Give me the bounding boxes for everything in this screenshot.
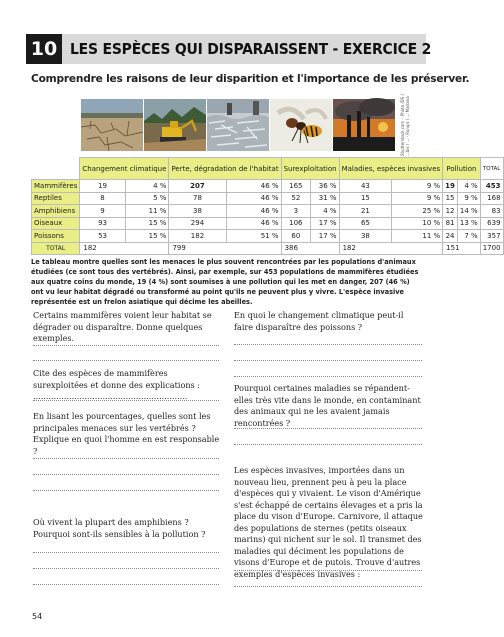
- table-cell: 19: [443, 180, 458, 193]
- question-percentages: En lisant les pourcentages, quelles sont les principales menaces sur les vertébrés ? Explique en quoi l'homme en est responsable ?: [33, 411, 220, 456]
- table-row: [32, 230, 504, 243]
- table-cell: 294: [169, 217, 226, 230]
- table-cell: 17 %: [311, 230, 339, 243]
- table-cell: 17 %: [311, 217, 339, 230]
- total-cell: 182: [80, 242, 169, 255]
- col-header-pollution: Pollution: [443, 158, 481, 180]
- row-label: Amphibiens: [32, 205, 80, 218]
- page-number: 54: [32, 612, 43, 621]
- question-habitat: Certains mammifères voient leur habitat se dégrader ou disparaître. Donne quelques exemples.: [33, 310, 212, 343]
- answer-line[interactable]: [33, 552, 219, 553]
- col-header-habitat: Perte, dégradation de l'habitat: [169, 158, 281, 180]
- row-label: Oiseaux: [32, 217, 80, 230]
- grand-total: 1700: [480, 242, 503, 255]
- table-cell: 15: [339, 192, 392, 205]
- total-cell: 799: [169, 242, 281, 255]
- table-cell: 15 %: [125, 217, 169, 230]
- table-cell: 19: [80, 180, 125, 193]
- total-cell: 151: [443, 242, 481, 255]
- answer-line[interactable]: [234, 376, 422, 377]
- table-cell: 15 %: [125, 230, 169, 243]
- table-cell: 46 %: [226, 205, 281, 218]
- table-cell: 182: [169, 230, 226, 243]
- question-amphibians: Où vivent la plupart des amphibiens ? Pourquoi sont-ils sensibles à la pollution ?: [33, 517, 206, 539]
- table-cell: 4 %: [457, 180, 480, 193]
- total-cell: 182: [339, 242, 443, 255]
- photo-excavator-deforestation: [144, 99, 206, 151]
- table-cell: 106: [281, 217, 311, 230]
- answer-line[interactable]: [234, 586, 422, 587]
- totals-label: TOTAL: [32, 242, 80, 255]
- question-diseases: Pourquoi certaines maladies se répandent-elles très vite dans le monde, en contaminant des animaux qui ne les avaient jamais rencontrées ?: [234, 383, 421, 428]
- threats-table: [31, 157, 504, 255]
- exercise-header: [26, 34, 432, 64]
- photo-fish-catch: [207, 99, 269, 151]
- row-total: 639: [480, 217, 503, 230]
- row-label: Poissons: [32, 230, 80, 243]
- table-cell: 15: [443, 192, 458, 205]
- answer-line[interactable]: [33, 584, 219, 585]
- exercise-title: LES ESPÈCES QUI DISPARAISSENT - EXERCICE 2: [70, 40, 432, 58]
- photo-credit: Shutterstock.com – Photo IDS / ...bis / ... - Rungis / ... Mariana: [400, 94, 410, 156]
- table-cell: 93: [80, 217, 125, 230]
- table-cell: 60: [281, 230, 311, 243]
- answer-line[interactable]: [33, 345, 219, 346]
- table-cell: 11 %: [392, 230, 443, 243]
- table-cell: 9: [80, 205, 125, 218]
- question-overexploitation: Cite des espèces de mammifères surexploitées et donne des explications : ............................................................: [33, 368, 200, 401]
- row-total: 168: [480, 192, 503, 205]
- col-header-total: TOTAL: [480, 158, 503, 180]
- row-label: Mammifères: [32, 180, 80, 193]
- table-cell: 81: [443, 217, 458, 230]
- answer-line[interactable]: [33, 400, 219, 401]
- table-cell: 10 %: [392, 217, 443, 230]
- totals-row: [32, 242, 504, 255]
- answer-line[interactable]: [234, 360, 422, 361]
- table-cell: 78: [169, 192, 226, 205]
- exercise-number: 10: [26, 34, 62, 64]
- row-total: 357: [480, 230, 503, 243]
- table-cell: 38: [339, 230, 392, 243]
- table-cell: 4 %: [311, 205, 339, 218]
- answer-line[interactable]: [234, 344, 422, 345]
- question-climate-fish: En quoi le changement climatique peut-il faire disparaître des poissons ?: [234, 310, 404, 332]
- table-cell: 46 %: [226, 217, 281, 230]
- col-header-climate: Changement climatique: [80, 158, 169, 180]
- table-cell: 9 %: [392, 180, 443, 193]
- table-cell: 36 %: [311, 180, 339, 193]
- answer-line[interactable]: [33, 490, 219, 491]
- table-cell: 5 %: [125, 192, 169, 205]
- table-cell: 65: [339, 217, 392, 230]
- table-cell: 31 %: [311, 192, 339, 205]
- table-row: [32, 205, 504, 218]
- table-cell: 53: [80, 230, 125, 243]
- table-row: [32, 192, 504, 205]
- table-cell: 8: [80, 192, 125, 205]
- col-header-overexploitation: Surexploitation: [281, 158, 339, 180]
- table-cell: 12: [443, 205, 458, 218]
- table-cell: 14 %: [457, 205, 480, 218]
- answer-line[interactable]: [33, 474, 219, 475]
- answer-line[interactable]: [234, 428, 422, 429]
- table-cell: 52: [281, 192, 311, 205]
- total-cell: 386: [281, 242, 339, 255]
- table-row: [32, 217, 504, 230]
- table-cell: 51 %: [226, 230, 281, 243]
- table-cell: 4 %: [125, 180, 169, 193]
- table-cell: 46 %: [226, 180, 281, 193]
- table-cell: 46 %: [226, 192, 281, 205]
- table-row: [32, 180, 504, 193]
- exercise-subtitle: Comprendre les raisons de leur disparition et l'importance de les préserver.: [31, 73, 470, 85]
- answer-line[interactable]: [33, 360, 219, 361]
- row-label: Reptiles: [32, 192, 80, 205]
- photo-asian-hornet: [270, 99, 332, 151]
- photo-dry-cracked-earth: [81, 99, 143, 151]
- answer-line[interactable]: [33, 458, 219, 459]
- table-cell: 21: [339, 205, 392, 218]
- intro-paragraph: Le tableau montre quelles sont les menaces le plus souvent rencontrées par les populations d'animaux étudiées (ce sont tous des vertébrés). Ainsi, par exemple, sur 453 populations de mammifères étudiées aux quatre coins du monde, 19 (4 %) sont soumises à une pollution qui les met en danger, 207 (46 %) ont vu leur habitat dégradé ou transformé au point qu'ils ne peuvent plus y vivre. L'espèce invasive représentée est un frelon asiatique qui décime les abeilles.: [31, 258, 419, 306]
- table-cell: 165: [281, 180, 311, 193]
- question-invasive-species: Les espèces invasives, importées dans un nouveau lieu, prennent peu à peu la place d'espèces qui y vivaient. Le vison d'Amérique s'est échappé de certains élevages et a pris la place du vison d'Europe. Carnivore, il attaque des populations de sternes (petits oiseaux marins) qui nichent sur le sol. Il transmet des maladies qui déciment les populations de visons d'Europe et de putois. Trouve d'autres exemples d'espèces invasives :: [234, 465, 423, 579]
- row-total: 453: [480, 180, 503, 193]
- table-cell: 207: [169, 180, 226, 193]
- table-cell: 13 %: [457, 217, 480, 230]
- table-cell: 9 %: [457, 192, 480, 205]
- table-cell: 9 %: [392, 192, 443, 205]
- table-cell: 38: [169, 205, 226, 218]
- table-cell: 7 %: [457, 230, 480, 243]
- table-cell: 43: [339, 180, 392, 193]
- answer-line[interactable]: [234, 444, 422, 445]
- row-total: 83: [480, 205, 503, 218]
- answer-line[interactable]: [33, 568, 219, 569]
- table-cell: 24: [443, 230, 458, 243]
- table-cell: 3: [281, 205, 311, 218]
- answer-line[interactable]: [234, 570, 422, 571]
- col-header-diseases: Maladies, espèces invasives: [339, 158, 443, 180]
- photo-industrial-pollution: [333, 99, 395, 151]
- table-cell: 25 %: [392, 205, 443, 218]
- table-header-row: [32, 158, 504, 180]
- table-cell: 11 %: [125, 205, 169, 218]
